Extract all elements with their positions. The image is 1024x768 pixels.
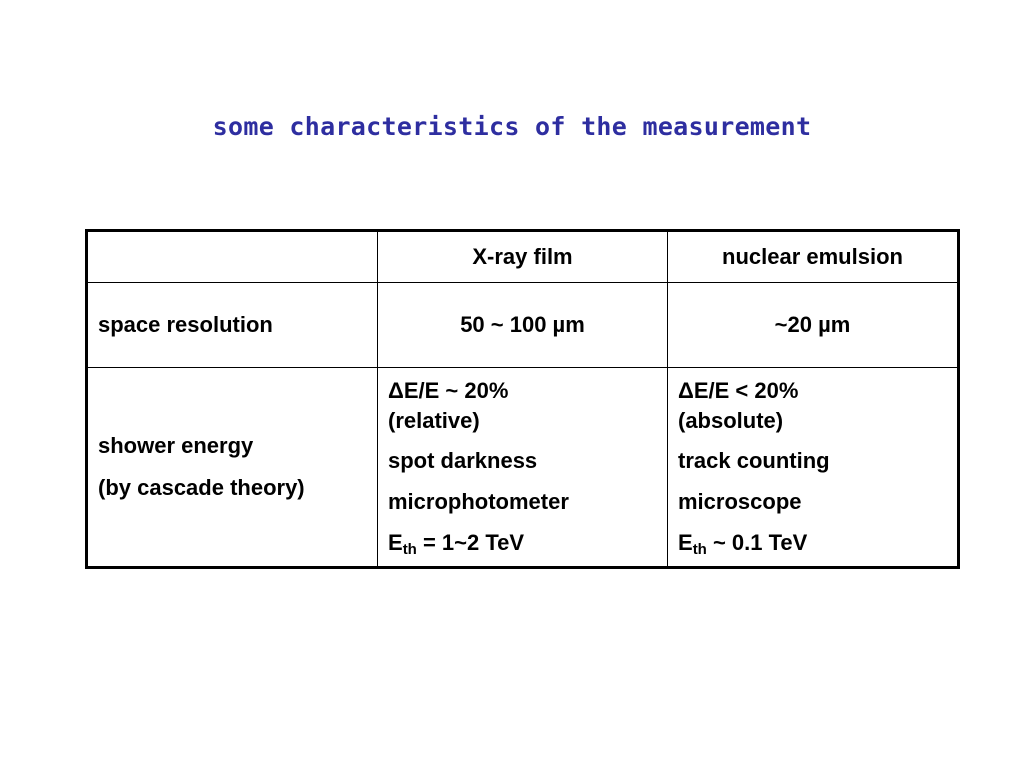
emulsion-threshold-subscript: th <box>692 541 707 558</box>
emulsion-shower-energy-cell <box>668 368 959 568</box>
shower-energy-label: shower energy <box>98 433 254 458</box>
emulsion-method: track counting <box>678 448 830 473</box>
xray-instrument: microphotometer <box>388 489 569 514</box>
emulsion-instrument: microscope <box>678 489 802 514</box>
emulsion-threshold-symbol: E <box>678 530 693 555</box>
table-row <box>87 368 959 568</box>
emulsion-threshold <box>678 528 947 558</box>
emulsion-accuracy: ΔE/E < 20% <box>678 378 799 403</box>
xray-shower-energy-cell <box>378 368 668 568</box>
header-xray-film: X-ray film <box>378 231 668 283</box>
row-label-space-resolution: space resolution <box>87 283 378 368</box>
xray-threshold-symbol: E <box>388 530 403 555</box>
cascade-theory-label: (by cascade theory) <box>98 475 305 500</box>
emulsion-space-resolution: ~20 µm <box>668 283 959 368</box>
comparison-table <box>85 229 960 569</box>
emulsion-threshold-value: ~ 0.1 TeV <box>706 530 808 555</box>
slide-title: some characteristics of the measurement <box>212 112 812 141</box>
xray-accuracy: ΔE/E ~ 20% <box>388 378 509 403</box>
header-empty-cell <box>87 231 378 283</box>
xray-threshold <box>388 528 657 558</box>
xray-threshold-value: = 1~2 TeV <box>416 530 525 555</box>
xray-accuracy-type: (relative) <box>388 408 480 433</box>
table-header-row <box>87 231 959 283</box>
xray-method: spot darkness <box>388 448 538 473</box>
table-row <box>87 283 959 368</box>
xray-space-resolution: 50 ~ 100 µm <box>378 283 668 368</box>
header-nuclear-emulsion: nuclear emulsion <box>668 231 959 283</box>
row-label-shower-energy <box>87 368 378 568</box>
xray-threshold-subscript: th <box>402 541 417 558</box>
emulsion-accuracy-type: (absolute) <box>678 408 784 433</box>
